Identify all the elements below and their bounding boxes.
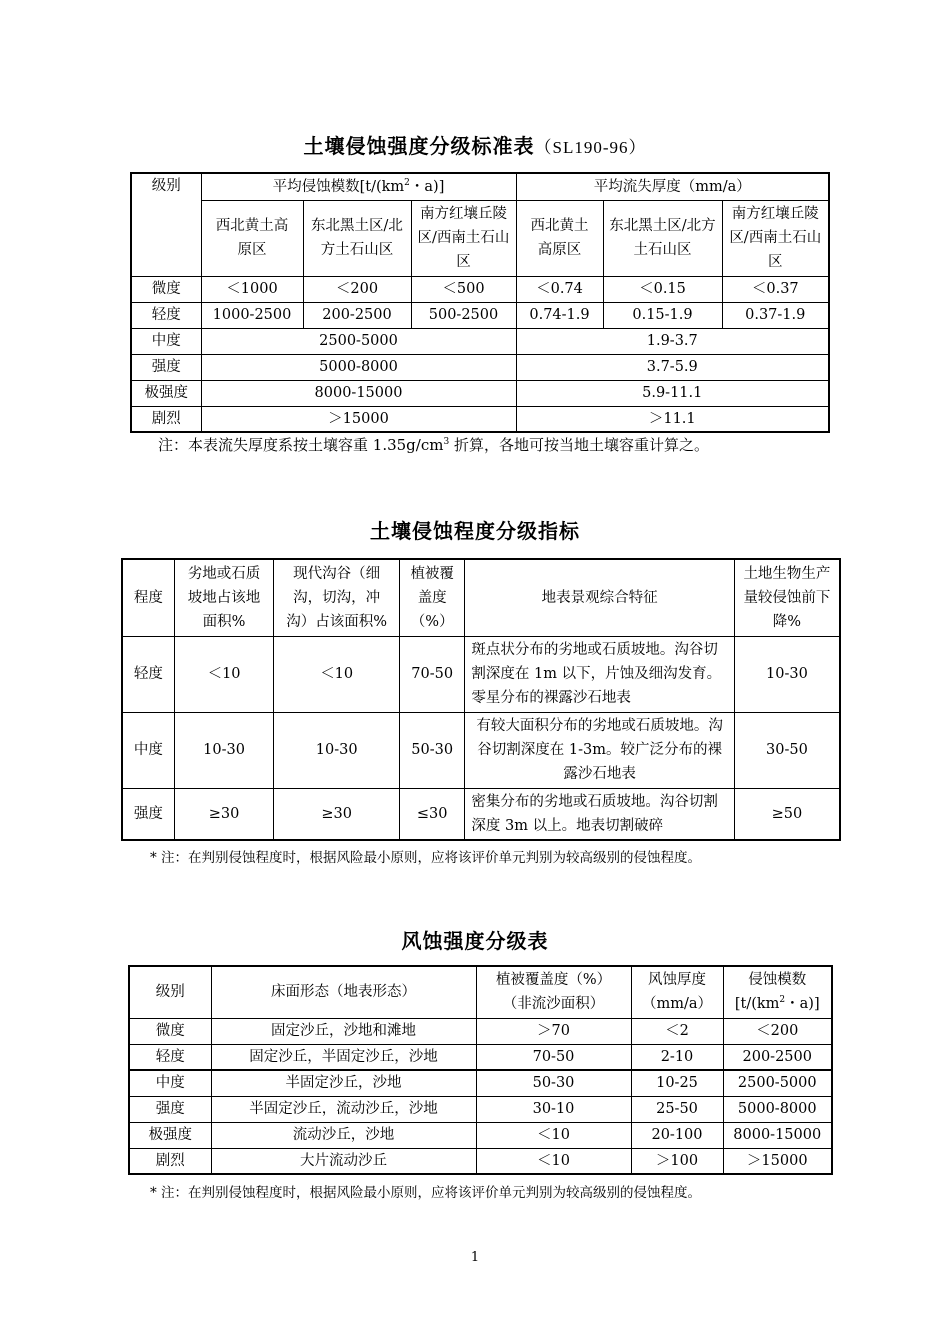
row-level: 中度 xyxy=(129,1070,211,1096)
data-cell: 2500-5000 xyxy=(201,328,516,354)
header-landscape-feature: 地表景观综合特征 xyxy=(465,559,735,636)
row-level: 剧烈 xyxy=(131,406,201,432)
header-erosion-modulus xyxy=(723,966,832,1018)
data-cell: ＜0.37 xyxy=(722,276,829,302)
data-cell: ＜10 xyxy=(476,1148,631,1174)
erosion-intensity-table xyxy=(130,172,830,433)
header-gully: 现代沟谷（细沟，切沟，冲沟）占该面积% xyxy=(274,559,400,636)
data-cell: 200-2500 xyxy=(303,302,411,328)
table3-title: 风蚀强度分级表 xyxy=(401,929,549,953)
table1-title-text: 土壤侵蚀强度分级标准表 xyxy=(303,134,535,158)
data-cell: 10-25 xyxy=(631,1070,723,1096)
header-loss-thickness: 平均流失厚度（mm/a） xyxy=(516,173,829,200)
header-level: 级别 xyxy=(129,966,211,1018)
data-cell: 10-30 xyxy=(174,712,274,788)
table-row xyxy=(129,1148,832,1174)
table-row xyxy=(131,354,829,380)
feature-cell: 密集分布的劣地或石质坡地。沟谷切割深度 3m 以上。地表切割破碎 xyxy=(465,788,735,840)
data-cell: ＞15000 xyxy=(201,406,516,432)
header-vegetation-cover: 植被覆盖度（%） xyxy=(400,559,465,636)
header-surface-form: 床面形态（地表形态） xyxy=(211,966,476,1018)
table-row xyxy=(131,276,829,302)
modulus-l2-pre: [t/(km xyxy=(734,996,780,1013)
data-cell: 流动沙丘，沙地 xyxy=(211,1122,476,1148)
modulus-l2-sup: 2 xyxy=(779,995,786,1006)
data-cell: 8000-15000 xyxy=(723,1122,832,1148)
data-cell: 5.9-11.1 xyxy=(516,380,829,406)
data-cell: 70-50 xyxy=(476,1044,631,1070)
data-cell: ＜2 xyxy=(631,1018,723,1044)
thickness-line2: （mm/a） xyxy=(641,996,713,1013)
table-row xyxy=(122,636,840,712)
data-cell: 5000-8000 xyxy=(723,1096,832,1122)
data-cell: 50-30 xyxy=(400,712,465,788)
data-cell: ≥30 xyxy=(174,788,274,840)
data-cell: ＜0.15 xyxy=(603,276,722,302)
data-cell: 3.7-5.9 xyxy=(516,354,829,380)
thickness-line1: 风蚀厚度 xyxy=(648,972,706,989)
modulus-line1: 侵蚀模数 xyxy=(748,972,807,989)
table-row xyxy=(129,1044,832,1070)
data-cell: 0.15-1.9 xyxy=(603,302,722,328)
data-cell: ＜200 xyxy=(723,1018,832,1044)
row-level: 微度 xyxy=(129,1018,211,1044)
cover-line2: （非流沙面积） xyxy=(502,996,605,1013)
data-cell: ＜10 xyxy=(174,636,274,712)
note-pre: 注：本表流失厚度系按土壤容重 1.35g/cm xyxy=(158,436,444,454)
header-productivity-decline: 土地生物生产量较侵蚀前下降% xyxy=(734,559,840,636)
region-cell: 西北黄土高原区 xyxy=(516,200,603,276)
data-cell: 5000-8000 xyxy=(201,354,516,380)
data-cell: 2500-5000 xyxy=(723,1070,832,1096)
data-cell: 0.37-1.9 xyxy=(722,302,829,328)
table1-title-suffix: （SL190-96） xyxy=(534,138,647,157)
data-cell: 8000-15000 xyxy=(201,380,516,406)
header-wind-thickness xyxy=(631,966,723,1018)
row-level: 强度 xyxy=(129,1096,211,1122)
region-cell: 南方红壤丘陵区/西南土石山区 xyxy=(722,200,829,276)
feature-cell: 有较大面积分布的劣地或石质坡地。沟谷切割深度在 1-3m。较广泛分布的裸露沙石地表 xyxy=(465,712,735,788)
data-cell: 25-50 xyxy=(631,1096,723,1122)
note-post: 折算，各地可按当地土壤容重计算之。 xyxy=(449,436,709,454)
table-row xyxy=(122,788,840,840)
row-level: 中度 xyxy=(131,328,201,354)
data-cell: 30-10 xyxy=(476,1096,631,1122)
data-cell: ＜10 xyxy=(274,636,400,712)
note-sup: 3 xyxy=(443,437,450,447)
table-row xyxy=(131,328,829,354)
data-cell: 大片流动沙丘 xyxy=(211,1148,476,1174)
row-level: 轻度 xyxy=(129,1044,211,1070)
modulus-post: ・a)] xyxy=(409,178,445,195)
data-cell: ≤30 xyxy=(400,788,465,840)
table1-note xyxy=(158,434,709,455)
row-level: 中度 xyxy=(122,712,174,788)
data-cell: 10-30 xyxy=(734,636,840,712)
data-cell: ≥50 xyxy=(734,788,840,840)
data-cell: 半固定沙丘，沙地 xyxy=(211,1070,476,1096)
data-cell: ＜1000 xyxy=(201,276,303,302)
erosion-degree-table xyxy=(121,558,841,841)
table-row xyxy=(131,380,829,406)
header-bad-land: 劣地或石质坡地占该地面积% xyxy=(174,559,274,636)
header-degree: 程度 xyxy=(122,559,174,636)
modulus-l2-post: ・a)] xyxy=(785,996,820,1013)
table-row xyxy=(131,406,829,432)
header-erosion-modulus xyxy=(201,173,516,200)
data-cell: 2-10 xyxy=(631,1044,723,1070)
header-vegetation-cover xyxy=(476,966,631,1018)
data-cell: 0.74-1.9 xyxy=(516,302,603,328)
data-cell: 固定沙丘，半固定沙丘，沙地 xyxy=(211,1044,476,1070)
table2-title: 土壤侵蚀程度分级指标 xyxy=(370,519,580,543)
data-cell: ＜10 xyxy=(476,1122,631,1148)
data-cell: ＞100 xyxy=(631,1148,723,1174)
data-cell: ＜200 xyxy=(303,276,411,302)
data-cell: 70-50 xyxy=(400,636,465,712)
row-level: 剧烈 xyxy=(129,1148,211,1174)
data-cell: 30-50 xyxy=(734,712,840,788)
row-level: 强度 xyxy=(131,354,201,380)
data-cell: 10-30 xyxy=(274,712,400,788)
row-level: 强度 xyxy=(122,788,174,840)
region-cell: 南方红壤丘陵区/西南土石山区 xyxy=(411,200,516,276)
wind-erosion-table xyxy=(128,965,833,1175)
table-row xyxy=(131,302,829,328)
modulus-line2 xyxy=(726,992,830,1016)
data-cell: ＞15000 xyxy=(723,1148,832,1174)
table2-note: * 注：在判别侵蚀程度时，根据风险最小原则，应将该评价单元判别为较高级别的侵蚀程度。 xyxy=(150,850,702,866)
row-level: 微度 xyxy=(131,276,201,302)
row-level: 轻度 xyxy=(131,302,201,328)
region-cell: 西北黄土高原区 xyxy=(201,200,303,276)
table-row xyxy=(129,1070,832,1096)
feature-cell: 斑点状分布的劣地或石质坡地。沟谷切割深度在 1m 以下，片蚀及细沟发育。零星分布的裸露沙石地表 xyxy=(465,636,735,712)
cover-line1: 植被覆盖度（%） xyxy=(495,972,612,989)
row-level: 极强度 xyxy=(131,380,201,406)
region-cell: 东北黑土区/北方土石山区 xyxy=(603,200,722,276)
data-cell: ＞70 xyxy=(476,1018,631,1044)
row-level: 轻度 xyxy=(122,636,174,712)
modulus-pre: 平均侵蚀模数[t/(km xyxy=(272,178,405,195)
data-cell: 20-100 xyxy=(631,1122,723,1148)
header-level: 级别 xyxy=(131,173,201,276)
row-level: 极强度 xyxy=(129,1122,211,1148)
table-row xyxy=(129,1122,832,1148)
data-cell: ≥30 xyxy=(274,788,400,840)
region-cell: 东北黑土区/北方土石山区 xyxy=(303,200,411,276)
data-cell: 半固定沙丘，流动沙丘，沙地 xyxy=(211,1096,476,1122)
table3-note: * 注：在判别侵蚀程度时，根据风险最小原则，应将该评价单元判别为较高级别的侵蚀程度。 xyxy=(150,1185,702,1201)
data-cell: 500-2500 xyxy=(411,302,516,328)
table-row xyxy=(122,712,840,788)
data-cell: 200-2500 xyxy=(723,1044,832,1070)
table-row xyxy=(129,1018,832,1044)
table-row xyxy=(129,1096,832,1122)
modulus-sup: 2 xyxy=(404,177,410,188)
table1-title xyxy=(0,130,950,159)
data-cell: 1000-2500 xyxy=(201,302,303,328)
data-cell: 50-30 xyxy=(476,1070,631,1096)
data-cell: ＜0.74 xyxy=(516,276,603,302)
data-cell: 固定沙丘，沙地和滩地 xyxy=(211,1018,476,1044)
data-cell: 1.9-3.7 xyxy=(516,328,829,354)
data-cell: ＞11.1 xyxy=(516,406,829,432)
data-cell: ＜500 xyxy=(411,276,516,302)
page-number: 1 xyxy=(470,1250,480,1265)
